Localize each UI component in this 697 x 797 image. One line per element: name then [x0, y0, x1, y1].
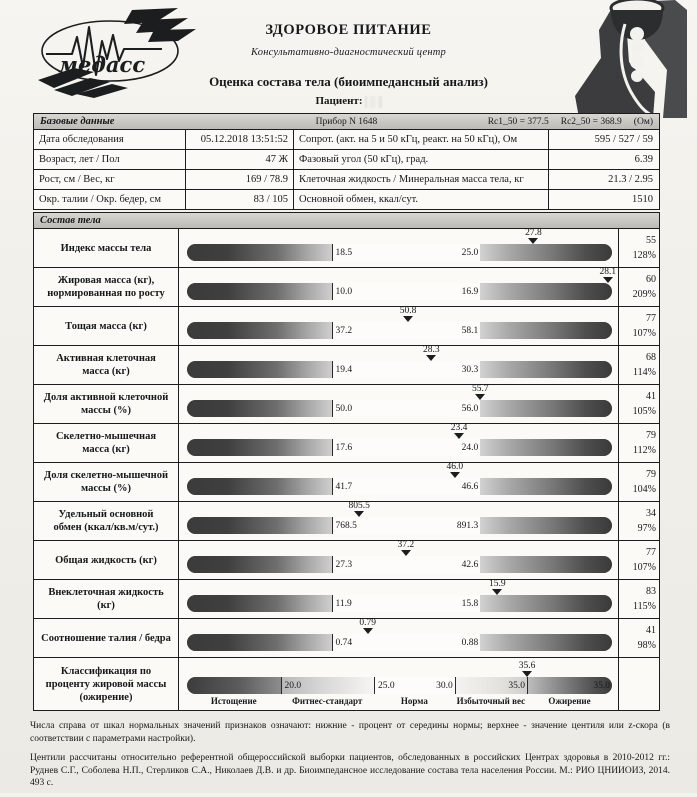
- classification-zone: [455, 677, 528, 694]
- normal-zone: [332, 244, 483, 261]
- normal-zone: [332, 517, 483, 534]
- footer-notes: [30, 720, 670, 797]
- above-normal-zone: [480, 439, 612, 456]
- measured-value-marker: [383, 540, 429, 556]
- measured-value-marker: [432, 462, 478, 478]
- normal-zone: [332, 400, 483, 417]
- composition-row: [34, 541, 659, 580]
- below-normal-zone: [187, 361, 332, 378]
- base-row-label-right: Фазовый угол (50 кГц), град.: [294, 150, 549, 169]
- normal-low-value: 37.2: [335, 325, 353, 336]
- composition-scale: [179, 346, 619, 384]
- composition-row-numbers: [619, 541, 659, 579]
- composition-row: [34, 502, 659, 541]
- composition-scale: [179, 580, 619, 618]
- normal-zone: [332, 439, 483, 456]
- classification-zone: [527, 677, 612, 694]
- classification-scale: [179, 658, 619, 710]
- centile-value: 68: [646, 352, 656, 363]
- percent-of-norm-value: 98%: [637, 640, 656, 651]
- centile-value: 55: [646, 235, 656, 246]
- marker-value: 37.2: [397, 540, 415, 550]
- base-row-value-left: 169 / 78.9: [186, 170, 294, 189]
- classification-zone-label: Истощение: [210, 696, 257, 706]
- range-bar: [187, 244, 612, 261]
- composition-row: [34, 424, 659, 463]
- zone-boundary-value: 20.0: [284, 680, 302, 691]
- range-bar: [187, 595, 612, 612]
- normal-high-value: 30.3: [461, 364, 479, 375]
- composition-row: [34, 346, 659, 385]
- base-row-label-left: Дата обследования: [34, 130, 186, 149]
- centile-value: 41: [646, 391, 656, 402]
- composition-row-label: Удельный основной обмен (ккал/кв.м/сут.): [34, 502, 179, 540]
- normal-high-value: 42.6: [461, 559, 479, 570]
- normal-zone: [332, 361, 483, 378]
- impedance-unit: (Ом): [633, 116, 653, 127]
- percent-of-norm-value: 104%: [632, 484, 656, 495]
- percent-of-norm-value: 115%: [633, 601, 656, 612]
- composition-row-label: Индекс массы тела: [34, 229, 179, 267]
- above-normal-zone: [480, 478, 612, 495]
- composition-row: [34, 307, 659, 346]
- below-normal-zone: [187, 283, 332, 300]
- percent-of-norm-value: 107%: [632, 328, 656, 339]
- normal-high-value: 46.6: [461, 481, 479, 492]
- classification-zone-label: Фитнес-стандарт: [292, 696, 363, 706]
- composition-row-numbers: [619, 463, 659, 501]
- normal-zone: [332, 595, 483, 612]
- composition-row: [34, 385, 659, 424]
- composition-row-label: Активная клеточная масса (кг): [34, 346, 179, 384]
- normal-low-value: 18.5: [335, 247, 353, 258]
- base-data-row: [34, 150, 659, 170]
- obesity-classification-row: [34, 658, 659, 710]
- normal-zone: [332, 478, 483, 495]
- base-row-value-right: 1510: [632, 194, 653, 205]
- centile-value: 77: [646, 313, 656, 324]
- composition-row-label: Тощая масса (кг): [34, 307, 179, 345]
- above-normal-zone: [480, 361, 612, 378]
- composition-row-numbers: [619, 307, 659, 345]
- base-row-value-right: 595 / 527 / 59: [594, 134, 653, 145]
- percent-of-norm-value: 209%: [632, 289, 656, 300]
- classification-marker: [504, 661, 550, 677]
- measured-value-marker: [345, 618, 391, 634]
- percent-of-norm-value: 97%: [637, 523, 656, 534]
- range-bar: [187, 556, 612, 573]
- zone-boundary-value: 30.0: [436, 680, 453, 691]
- classification-bar: [187, 677, 612, 694]
- composition-row-numbers: [619, 346, 659, 384]
- measured-value-marker: [585, 267, 631, 283]
- marker-value: 805.5: [348, 501, 370, 511]
- composition-scale: [179, 541, 619, 579]
- centile-value: 83: [646, 586, 656, 597]
- classification-zone-label: Избыточный вес: [456, 696, 526, 706]
- normal-high-value: 0.88: [461, 637, 479, 648]
- range-bar: [187, 322, 612, 339]
- normal-low-value: 41.7: [335, 481, 353, 492]
- range-bar: [187, 517, 612, 534]
- marker-value: 28.1: [599, 267, 617, 277]
- above-normal-zone: [480, 283, 612, 300]
- classification-numbers: [619, 658, 659, 710]
- classification-zone-labels: [187, 696, 612, 709]
- range-bar: [187, 478, 612, 495]
- measured-value-marker: [408, 345, 454, 361]
- composition-row: [34, 268, 659, 307]
- composition-row: [34, 463, 659, 502]
- marker-value: 0.79: [359, 618, 376, 628]
- above-normal-zone: [480, 322, 612, 339]
- composition-row-numbers: [619, 502, 659, 540]
- measured-value-marker: [336, 501, 382, 517]
- percent-of-norm-value: 112%: [633, 445, 656, 456]
- composition-scale: [179, 463, 619, 501]
- marker-value: 50.8: [399, 306, 417, 316]
- measured-value-marker: [385, 306, 431, 322]
- base-data-band-label: Базовые данные: [40, 116, 115, 127]
- below-normal-zone: [187, 400, 332, 417]
- measured-value-marker: [436, 423, 482, 439]
- patient-name-redacted: [365, 96, 381, 108]
- marker-value: 28.3: [423, 345, 440, 355]
- base-row-label-right: Сопрот. (акт. на 5 и 50 кГц, реакт. на 50 кГц), Ом: [294, 130, 549, 149]
- base-row-value-right: 6.39: [634, 154, 653, 165]
- normal-low-value: 17.6: [335, 442, 353, 453]
- base-data-band: [34, 114, 659, 130]
- composition-scale: [179, 229, 619, 267]
- normal-high-value: 891.3: [456, 520, 479, 531]
- composition-band: [34, 213, 659, 229]
- patient-label: Пациент:: [315, 95, 363, 107]
- normal-high-value: 56.0: [461, 403, 479, 414]
- zone-boundary-value: 35.0: [593, 680, 610, 691]
- range-bar: [187, 634, 612, 651]
- normal-low-value: 19.4: [335, 364, 353, 375]
- centile-value: 77: [646, 547, 656, 558]
- composition-scale: [179, 502, 619, 540]
- composition-row-label: Доля скелетно-мышечной массы (%): [34, 463, 179, 501]
- centile-value: 34: [646, 508, 656, 519]
- below-normal-zone: [187, 517, 332, 534]
- below-normal-zone: [187, 634, 332, 651]
- composition-row: [34, 580, 659, 619]
- composition-scale: [179, 385, 619, 423]
- range-bar: [187, 361, 612, 378]
- normal-low-value: 27.3: [335, 559, 353, 570]
- normal-zone: [332, 634, 483, 651]
- base-row-label-right: Клеточная жидкость / Минеральная масса тела, кг: [294, 170, 549, 189]
- base-row-value-left: 05.12.2018 13:51:52: [186, 130, 294, 149]
- zone-boundary-value: 25.0: [378, 680, 395, 691]
- normal-high-value: 15.8: [461, 598, 479, 609]
- base-data-row: [34, 190, 659, 209]
- measured-value-marker: [457, 384, 503, 400]
- below-normal-zone: [187, 244, 332, 261]
- normal-low-value: 11.9: [335, 598, 352, 609]
- normal-zone: [332, 556, 483, 573]
- below-normal-zone: [187, 478, 332, 495]
- base-row-label-left: Окр. талии / Окр. бедер, см: [34, 190, 186, 209]
- composition-rows: [34, 229, 659, 710]
- composition-scale: [179, 424, 619, 462]
- clinic-title: ЗДОРОВОЕ ПИТАНИЕ: [265, 22, 432, 38]
- below-normal-zone: [187, 556, 332, 573]
- classification-label: Классификация по проценту жировой массы (ожирение): [34, 658, 179, 710]
- footer-note-1: Числа справа от шкал нормальных значений признаков означают: нижние - процент от середины нормы; верхнее - значение центиля или z-скора (в соответствии с параметрами настройки).: [30, 721, 670, 744]
- base-row-label-left: Возраст, лет / Пол: [34, 150, 186, 169]
- percent-of-norm-value: 128%: [632, 250, 656, 261]
- normal-low-value: 0.74: [335, 637, 353, 648]
- percent-of-norm-value: 107%: [632, 562, 656, 573]
- normal-low-value: 50.0: [335, 403, 353, 414]
- base-row-value-right: 21.3 / 2.95: [608, 174, 653, 185]
- normal-high-value: 16.9: [461, 286, 479, 297]
- below-normal-zone: [187, 595, 332, 612]
- marker-value: 23.4: [450, 423, 468, 433]
- page-title: Оценка состава тела (биоимпедансный анализ): [209, 74, 488, 89]
- patient-line: [0, 95, 697, 108]
- composition-band-label: Состав тела: [40, 215, 101, 226]
- range-bar: [187, 283, 612, 300]
- rc2-value: Rc2_50 = 368.9: [560, 116, 622, 127]
- normal-low-value: 10.0: [335, 286, 353, 297]
- composition-row-label: Внеклеточная жидкость (кг): [34, 580, 179, 618]
- measured-value-marker: [510, 228, 556, 244]
- composition-row-numbers: [619, 385, 659, 423]
- base-data-rows: [34, 130, 659, 209]
- percent-of-norm-value: 105%: [632, 406, 656, 417]
- below-normal-zone: [187, 322, 332, 339]
- classification-zone-label: Норма: [400, 696, 428, 706]
- composition-row-label: Доля активной клеточной массы (%): [34, 385, 179, 423]
- composition-scale: [179, 268, 619, 306]
- above-normal-zone: [480, 634, 612, 651]
- above-normal-zone: [480, 244, 612, 261]
- above-normal-zone: [480, 595, 612, 612]
- base-row-label-left: Рост, см / Вес, кг: [34, 170, 186, 189]
- composition-scale: [179, 307, 619, 345]
- centile-value: 60: [646, 274, 656, 285]
- composition-row-label: Жировая масса (кг), нормированная по росту: [34, 268, 179, 306]
- base-data-table: [33, 113, 660, 210]
- svg-text:медасс: медасс: [58, 52, 146, 77]
- below-normal-zone: [187, 439, 332, 456]
- marker-value: 46.0: [446, 462, 464, 472]
- centile-value: 41: [646, 625, 656, 636]
- base-row-value-left: 83 / 105: [186, 190, 294, 209]
- range-bar: [187, 439, 612, 456]
- composition-row-label: Общая жидкость (кг): [34, 541, 179, 579]
- centile-value: 79: [646, 469, 656, 480]
- composition-scale: [179, 619, 619, 657]
- composition-row-label: Скелетно-мышечная масса (кг): [34, 424, 179, 462]
- marker-value: 15.9: [488, 579, 506, 589]
- composition-row: [34, 229, 659, 268]
- base-data-row: [34, 130, 659, 150]
- classification-zone: [374, 677, 456, 694]
- measured-value-marker: [474, 579, 520, 595]
- composition-row-numbers: [619, 619, 659, 657]
- classification-marker-value: 35.6: [518, 661, 536, 671]
- normal-low-value: 768.5: [335, 520, 357, 531]
- composition-row-label: Соотношение талия / бедра: [34, 619, 179, 657]
- normal-zone: [332, 283, 483, 300]
- classification-zone: [281, 677, 376, 694]
- base-row-label-right: Основной обмен, ккал/сут.: [294, 190, 549, 209]
- classification-zone: [187, 677, 281, 694]
- document-header: [0, 0, 697, 112]
- impedance-values: [488, 114, 653, 129]
- rc1-value: Rc1_50 = 377.5: [487, 116, 549, 127]
- device-label: Прибор N 1648: [315, 116, 378, 127]
- footer-note-2: Центили рассчитаны относительно референтной общероссийской выборки пациентов, обследованных в российских Центрах здоровья в 2010-2012 гг.: Руднев С.Г., Соболева Н.П., Стерликов С.А., Николаев Д.В. и др. Биоимпедансное исследование состава тела населения России. М.: РИО ЦНИИОИЗ, 2014. 493 с.: [30, 753, 670, 788]
- composition-row-numbers: [619, 580, 659, 618]
- normal-high-value: 25.0: [461, 247, 479, 258]
- normal-zone: [332, 322, 483, 339]
- marker-value: 55.7: [471, 384, 489, 394]
- classification-zone-label: Ожирение: [548, 696, 591, 706]
- composition-row-numbers: [619, 229, 659, 267]
- zone-boundary-value: 35.0: [508, 680, 525, 691]
- composition-row: [34, 619, 659, 658]
- clinic-subtitle: Консультативно-диагностический центр: [250, 47, 447, 58]
- base-row-value-left: 47 Ж: [186, 150, 294, 169]
- base-data-row: [34, 170, 659, 190]
- above-normal-zone: [480, 517, 612, 534]
- above-normal-zone: [480, 556, 612, 573]
- normal-high-value: 58.1: [461, 325, 479, 336]
- range-bar: [187, 400, 612, 417]
- centile-value: 79: [646, 430, 656, 441]
- normal-high-value: 24.0: [461, 442, 479, 453]
- body-composition-table: [33, 212, 660, 711]
- marker-value: 27.8: [525, 228, 542, 238]
- percent-of-norm-value: 114%: [633, 367, 656, 378]
- header-titles: [0, 0, 697, 108]
- above-normal-zone: [480, 400, 612, 417]
- composition-row-numbers: [619, 424, 659, 462]
